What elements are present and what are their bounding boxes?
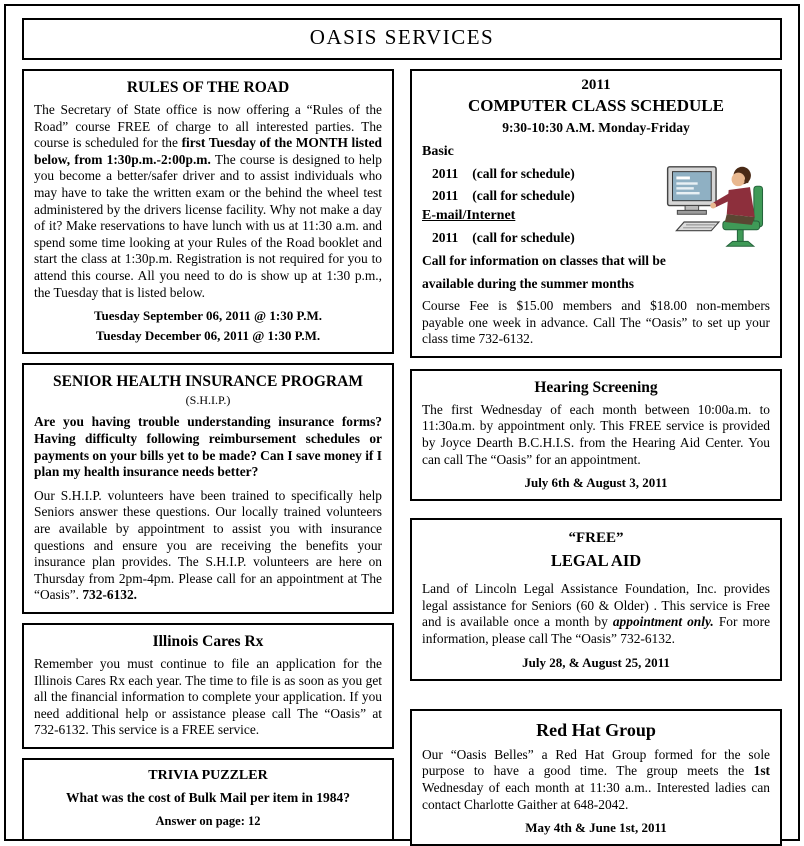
legal-title-free: “FREE” [568,530,624,547]
section-trivia-puzzler [22,758,394,841]
computer-fee-text: Course Fee is $15.00 members and $18.00 non-members payable one week in advance. Call The “Oasis” to set up your class time 732-6132. [422,298,770,347]
rules-body-part2: The course is designed to help you become a better/safer driver and to assist individuals who may have to take the written exam or the behind the wheel test administered by the drivers license facility. Why not make a day of it? Make reservations to have lunch with us at 11:30 a.m. and spend some time looking at your Rules of the Road booklet and start the class at 1:30p.m. Registration is not required for you to attend this course. All you need to do is show up at 1:30 p.m., the Tuesday that is listed below. [34,151,382,300]
ship-phone: 732-6132. [82,587,138,603]
hearing-body: The first Wednesday of each month between 10:00a.m. to 11:30a.m. by appointment only. This FREE service is provided by Joyce Dearth B.C.H.I.S. from the Hearing Aid Center. You can call The “Oasis” for an appointment. [422,401,770,467]
computer-time: 9:30-10:30 A.M. Monday-Friday [502,120,690,135]
row-year: 2011 [432,230,459,245]
rules-title: RULES OF THE ROAD [126,79,290,96]
rules-body-part1: The Secretary of State office is now offering a “Rules of the Road” course FREE of charge to all interested parties. The course is scheduled for the [34,102,382,151]
rules-body [34,102,382,301]
legal-body-part2: For more information, please call The “Oasis” 732-6132. [422,614,771,647]
section-rules-of-the-road [22,69,394,354]
trivia-answer: Answer on page: 12 [155,814,261,829]
computer-info-line-2: available during the summer months [422,276,635,291]
row-note: (call for schedule) [472,188,575,203]
trivia-title: TRIVIA PUZZLER [148,768,268,784]
row-note: (call for schedule) [472,166,575,181]
rules-date-2: Tuesday December 06, 2011 @ 1:30 P.M. [95,328,321,344]
legal-title-aid: LEGAL AID [550,551,642,571]
redhat-title: Red Hat Group [536,719,656,740]
section-hearing-screening [410,369,782,501]
left-column [22,69,394,841]
redhat-body-part1: Our “Oasis Belles” a Red Hat Group formed for the sole purpose to have a good time. The group meets the [422,746,770,779]
computer-title: COMPUTER CLASS SCHEDULE [468,96,724,115]
page-title: OASIS SERVICES [22,18,782,60]
redhat-dates: May 4th & June 1st, 2011 [525,820,667,836]
computer-info-line-1: Call for information on classes that will be [422,253,666,268]
section-ship [22,363,394,614]
rules-body-bold: first Tuesday of the MONTH listed below, from 1:30p.m.-2:00p.m. [34,135,382,167]
trivia-question: What was the cost of Bulk Mail per item in 1984? [66,790,350,806]
ship-subtitle: (S.H.I.P.) [185,393,231,408]
hearing-title: Hearing Screening [534,378,658,396]
illinois-title: Illinois Cares Rx [152,633,264,651]
row-note: (call for schedule) [472,230,575,245]
rules-date-1: Tuesday September 06, 2011 @ 1:30 P.M. [94,308,322,324]
illinois-body: Remember you must continue to file an application for the Illinois Cares Rx each year. The time to file is as soon as you get all the financial information to complete your application. If you need additional help or assistance please call The “Oasis” at 732-6132. This service is a FREE service. [34,656,382,738]
legal-body-part1: Land of Lincoln Legal Assistance Foundation, Inc. provides legal assistance for Seniors (60 & Older) . This service is Free and is available once a month by [422,581,770,630]
computer-email-label: E-mail/Internet [422,208,516,223]
legal-dates: July 28, & August 25, 2011 [522,654,670,670]
ship-title: SENIOR HEALTH INSURANCE PROGRAM [53,373,363,391]
hearing-dates: July 6th & August 3, 2011 [524,475,668,491]
row-year: 2011 [432,166,459,181]
row-year: 2011 [432,188,459,203]
legal-body-appointment: appointment only. [612,614,714,630]
section-computer-class-schedule [410,69,782,358]
redhat-body-1st: 1st [753,763,770,779]
ship-body-text: Our S.H.I.P. volunteers have been trained to specifically help Seniors answer these questions. Our locally trained volunteers are available by appointment to assist you with insurance questions and ensure you are receiving the benefits your insurance plan provides. The S.H.I.P. volunteers are here on Thursday from 2pm-4pm. Please call for an appointment at The “Oasis”. [34,487,382,603]
ship-body [34,488,382,604]
section-legal-aid [410,518,782,680]
redhat-body-part2: Wednesday of each month at 11:30 a.m.. Interested ladies can contact Charlotte Gaither at 648-2042. [422,779,770,812]
two-column-layout [22,69,782,846]
computer-basic-label: Basic [422,144,454,159]
section-illinois-cares-rx [22,623,394,749]
legal-body [422,581,770,647]
ship-questions: Are you having trouble understanding insurance forms? Having difficulty following reimbursement schedules or payments on your bills yet to be made? Can I save money if I plan my health insurance needs better? [34,414,382,480]
redhat-body [422,747,770,813]
computer-year-heading: 2011 [581,77,611,93]
person-at-computer-illustration [664,161,772,253]
right-column [410,69,782,846]
newsletter-page [4,4,800,841]
section-red-hat-group [410,709,782,846]
